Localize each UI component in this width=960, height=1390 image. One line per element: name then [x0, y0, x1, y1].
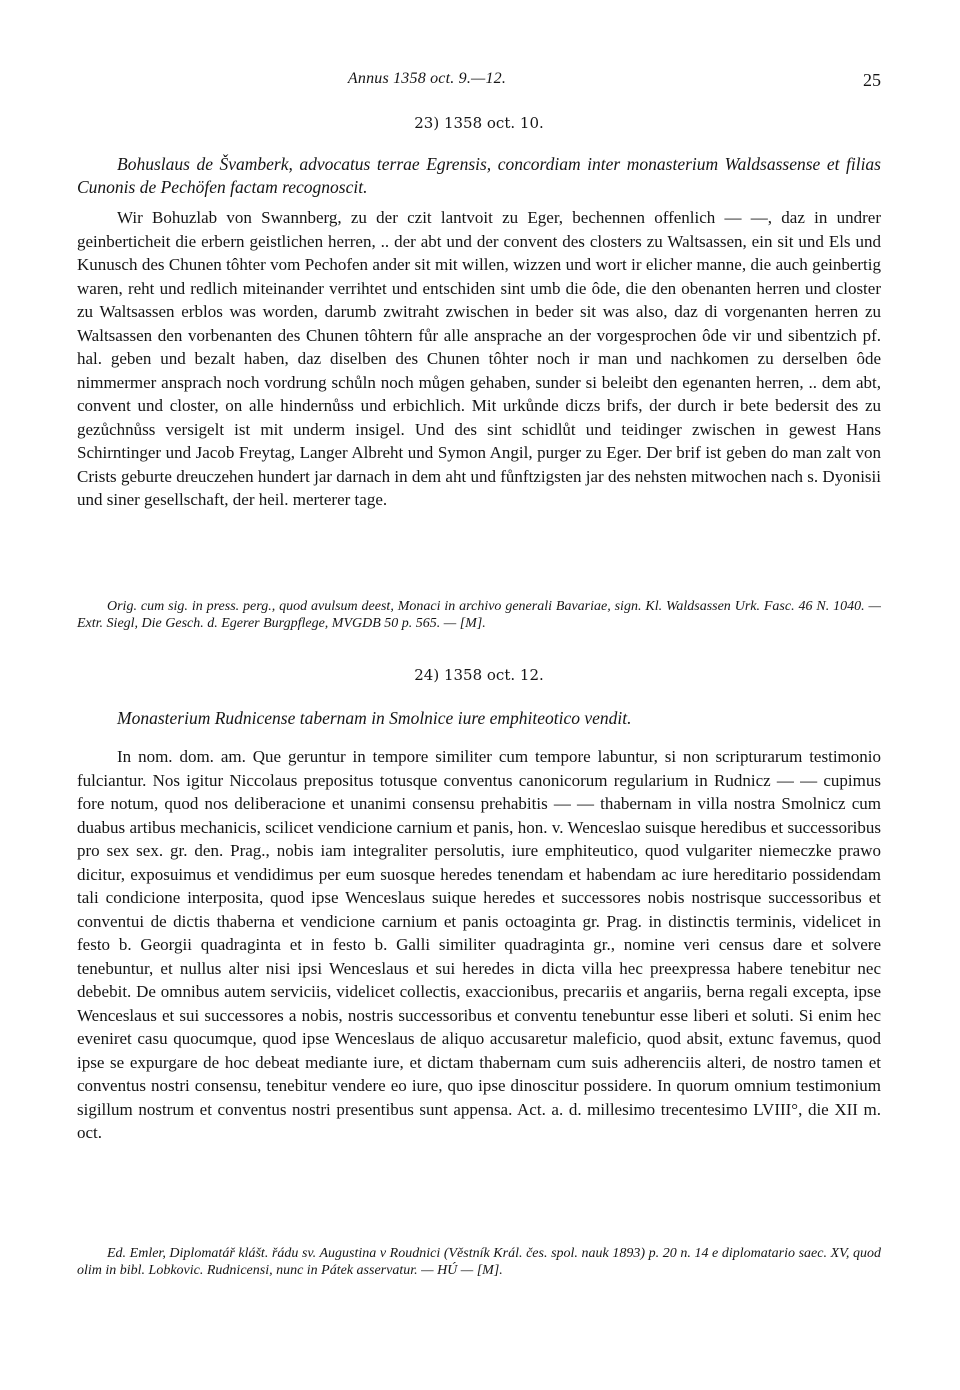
running-head	[77, 70, 881, 94]
document-24-text: In nom. dom. am. Que geruntur in tempore similiter cum tempore labuntur, si non scripturarum testimonio fulciantur. Nos igitur Niccolaus prepositus totusque conventus canonicorum regularium in Rudnicz — — cupimus fore notum, quod nos deliberacione et unanimi consensu prehabitis — — thabernam in villa nostra Smolnicz cum duabus artibus mechanicis, scilicet vendicione carnium et panis, hon. v. Wenceslao suisque heredibus et successoribus pro sex sex. gr. den. Prag., nobis iam integraliter persolutis, iure emphiteutico, quod vulgariter niemeczke prawo dicitur, exposuimus et vendidimus per eum suosque heredes tenendam et habendam ac iure hereditario possidendam tali condicione interposita, quod ipse Wenceslaus suique heredes et successores nobis nostrisque successoribus et conventui de dictis thaberna et vendicione carnium et panis octoaginta gr. Prag. in distinctis terminis, videlicet in festo b. Georgii quadraginta et in festo b. Galli similiter quadraginta gr., nomine veri census dare et solvere tenebuntur, et nullus alter nisi ipsi Wenceslaus et sui heredes in dicta villa hec preexpressa habere tenebitur nec debebit. De omnibus autem serviciis, videlicet collectis, exaccionibus, precariis et angariis, berna regali excepta, ipse Wenceslaus et sui successores a nobis, nostris successoribus et conventu tenebuntur esse liberi et soluti. Si enim hec eveniret casu quocumque, quod ipse Wenceslaus de aliquo accusaretur maleficio, quod absit, extunc favemus, quod ipse se expurgare de hoc debeat mediante iure, et dictam thabernam cum suis adherenciis alteri, de nostro tamen et conventus nostri consensu, tenebitur vendere eo iure, quo ipse dinoscitur possidere. In quorum omnium testimonium sigillum nostrum et conventus nostri presentibus sunt appensa. Act. a. d. millesimo trecentesimo LVIII°, die XII m. oct.	[77, 747, 881, 1142]
document-23-regest: Bohuslaus de Švamberk, advocatus terrae Egrensis, concordiam inter monasterium Waldsassense et filias Cunonis de Pechöfen factam recognoscit.	[77, 154, 881, 197]
page-number: 25	[863, 70, 881, 90]
document-23-note: Orig. cum sig. in press. perg., quod avulsum deest, Monaci in archivo generali Bavariae, sign. Kl. Waldsassen Urk. Fasc. 46 N. 1040. — Extr. Siegl, Die Gesch. d. Egerer Burgpflege, MVGDB 50 p. 565. — [M].	[77, 599, 881, 631]
document-24-note: Ed. Emler, Diplomatář klášt. řádu sv. Augustina v Roudnici (Věstník Král. čes. spol. nauk 1893) p. 20 n. 14 e diplomatario saec. XV, quod olim in bibl. Lobkovic. Rudnicensi, nunc in Pátek asservatur. — HÚ — [M].	[77, 1246, 881, 1278]
document-24-heading: 24) 1358 oct. 12.	[414, 666, 544, 684]
document-24-regest: Monasterium Rudnicense tabernam in Smolnice iure emphiteotico vendit.	[117, 708, 632, 728]
document-23-heading: 23) 1358 oct. 10.	[414, 114, 544, 132]
running-head-title: Annus 1358 oct. 9.—12.	[347, 70, 507, 87]
document-23-text: Wir Bohuzlab von Swannberg, zu der czit lantvoit zu Eger, bechennen offenlich — —, daz in undrer geinberticheit die erbern geistlichen herren, .. der abt und der convent des closters zu Waltsassen, ein sit und Els und Kunusch des Chunen tôhter vom Pechofen ander sit mit willen, wizzen und wort ir elicher manne, die auch geinbertig waren, reht und redlich miteinander verrihtet und entschiden sint umb die ôde, die den obenanten herren und closter zu Waltsassen erblos was worden, darumb zwitraht zwischen in beder sit was also, daz di vorgenanten herren zu Waltsassen den vorbenanten des Chunen tôhtern fůr alle ansprache an der vorgesprochen ôde vir und sibentzich pf. hal. geben und bezalt haben, daz diselben des Chunen tôhter noch ir man und nachkomen zu derselben ôde nimmermer ansprach noch vordrung schůln noch můgen gehaben, sunder si beleibt den egenanten herren, .. dem abt, convent und closter, on alle hindernůss und erbichlich. Mit urkůnde diczs brifs, der durch ir bete bedersit des zu gezůchnůss versigelt ist mit underm insigel. Und des sint schidlůt und teidinger zwischen in gewest Hans Schirntinger und Jacob Freytag, Langer Albreht und Symon Angil, purger zu Eger. Der brif ist geben do man zalt von Crists geburte dreuczehen hundert jar darnach in dem aht und fůnftzigsten jar des nehsten mitwochen nach s. Dyonisii und siner gesellschaft, der heil. merterer tage.	[77, 208, 881, 509]
